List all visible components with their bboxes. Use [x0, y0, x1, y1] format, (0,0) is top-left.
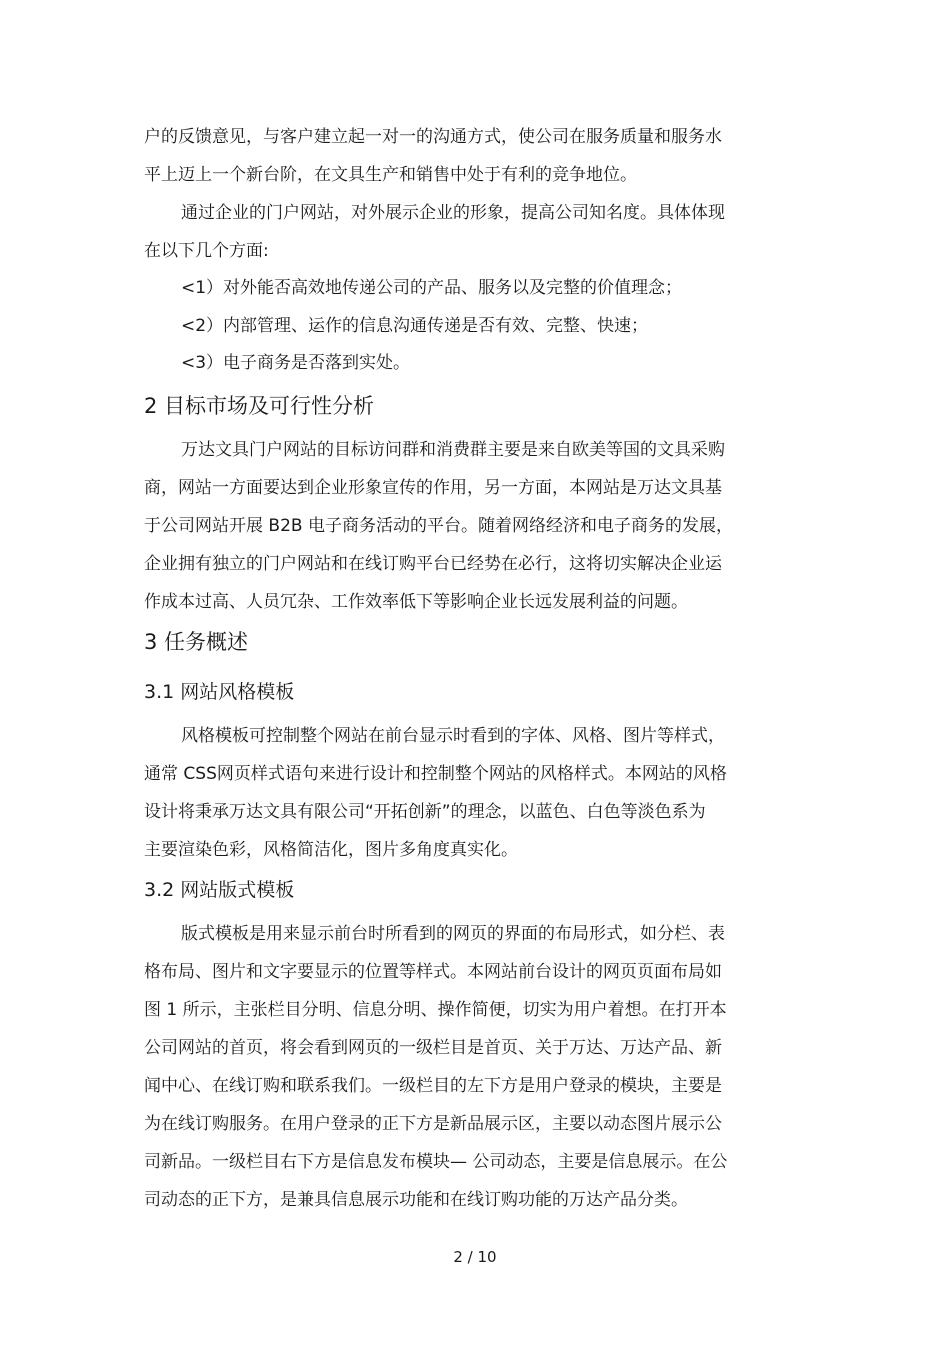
paragraph-line: 司动态的正下方，是兼具信息展示功能和在线订购功能的万达产品分类。: [144, 1190, 688, 1210]
paragraph-line: 闻中心、在线订购和联系我们。一级栏目的左下方是用户登录的模块，主要是: [144, 1076, 722, 1096]
paragraph-line: 版式模板是用来显示前台时所看到的网页的界面的布局形式，如分栏、表: [181, 924, 725, 944]
paragraph-line: 作成本过高、人员冗杂、工作效率低下等影响企业长远发展利益的问题。: [144, 592, 688, 612]
paragraph-line: 设计将秉承万达文具有限公司“开拓创新”的理念，以蓝色、白色等淡色系为: [144, 802, 706, 822]
paragraph-line: 于公司网站开展 B2B 电子商务活动的平台。随着网络经济和电子商务的发展，: [144, 516, 733, 536]
paragraph-line: 风格模板可控制整个网站在前台显示时看到的字体、风格、图片等样式，: [181, 726, 725, 746]
paragraph-line: 为在线订购服务。在用户登录的正下方是新品展示区，主要以动态图片展示公: [144, 1114, 722, 1134]
section-heading: 3 任务概述: [144, 630, 249, 654]
list-item: <2）内部管理、运作的信息沟通传递是否有效、完整、快速；: [181, 316, 649, 336]
paragraph-line: 万达文具门户网站的目标访问群和消费群主要是来自欧美等国的文具采购: [181, 440, 725, 460]
paragraph-line: 平上迈上一个新台阶，在文具生产和销售中处于有利的竞争地位。: [144, 165, 637, 185]
list-item: <3）电子商务是否落到实处。: [181, 353, 411, 373]
list-item: <1）对外能否高效地传递公司的产品、服务以及完整的价值理念；: [181, 278, 683, 298]
paragraph-line: 户的反馈意见，与客户建立起一对一的沟通方式，使公司在服务质量和服务水: [144, 127, 722, 147]
page-number: 2 / 10: [453, 1248, 497, 1266]
paragraph-line: 公司网站的首页，将会看到网页的一级栏目是首页、关于万达、万达产品、新: [144, 1038, 722, 1058]
paragraph-line: 商，网站一方面要达到企业形象宣传的作用，另一方面，本网站是万达文具基: [144, 478, 722, 498]
paragraph-line: 通过企业的门户网站，对外展示企业的形象，提高公司知名度。具体体现: [181, 203, 725, 223]
subsection-heading: 3.1 网站风格模板: [144, 681, 295, 703]
paragraph-line: 企业拥有独立的门户网站和在线订购平台已经势在必行，这将切实解决企业运: [144, 554, 722, 574]
section-heading: 2 目标市场及可行性分析: [144, 394, 375, 418]
paragraph-line: 通常 CSS网页样式语句来进行设计和控制整个网站的风格样式。本网站的风格: [144, 764, 727, 784]
paragraph-line: 在以下几个方面:: [144, 241, 269, 261]
paragraph-line: 主要渲染色彩，风格简洁化，图片多角度真实化。: [144, 840, 518, 860]
paragraph-line: 图 1 所示，主张栏目分明、信息分明、操作简便，切实为用户着想。在打开本: [144, 1000, 727, 1020]
paragraph-line: 司新品。一级栏目右下方是信息发布模块— 公司动态，主要是信息展示。在公: [144, 1152, 728, 1172]
subsection-heading: 3.2 网站版式模板: [144, 879, 295, 901]
paragraph-line: 格布局、图片和文字要显示的位置等样式。本网站前台设计的网页页面布局如: [144, 962, 722, 982]
